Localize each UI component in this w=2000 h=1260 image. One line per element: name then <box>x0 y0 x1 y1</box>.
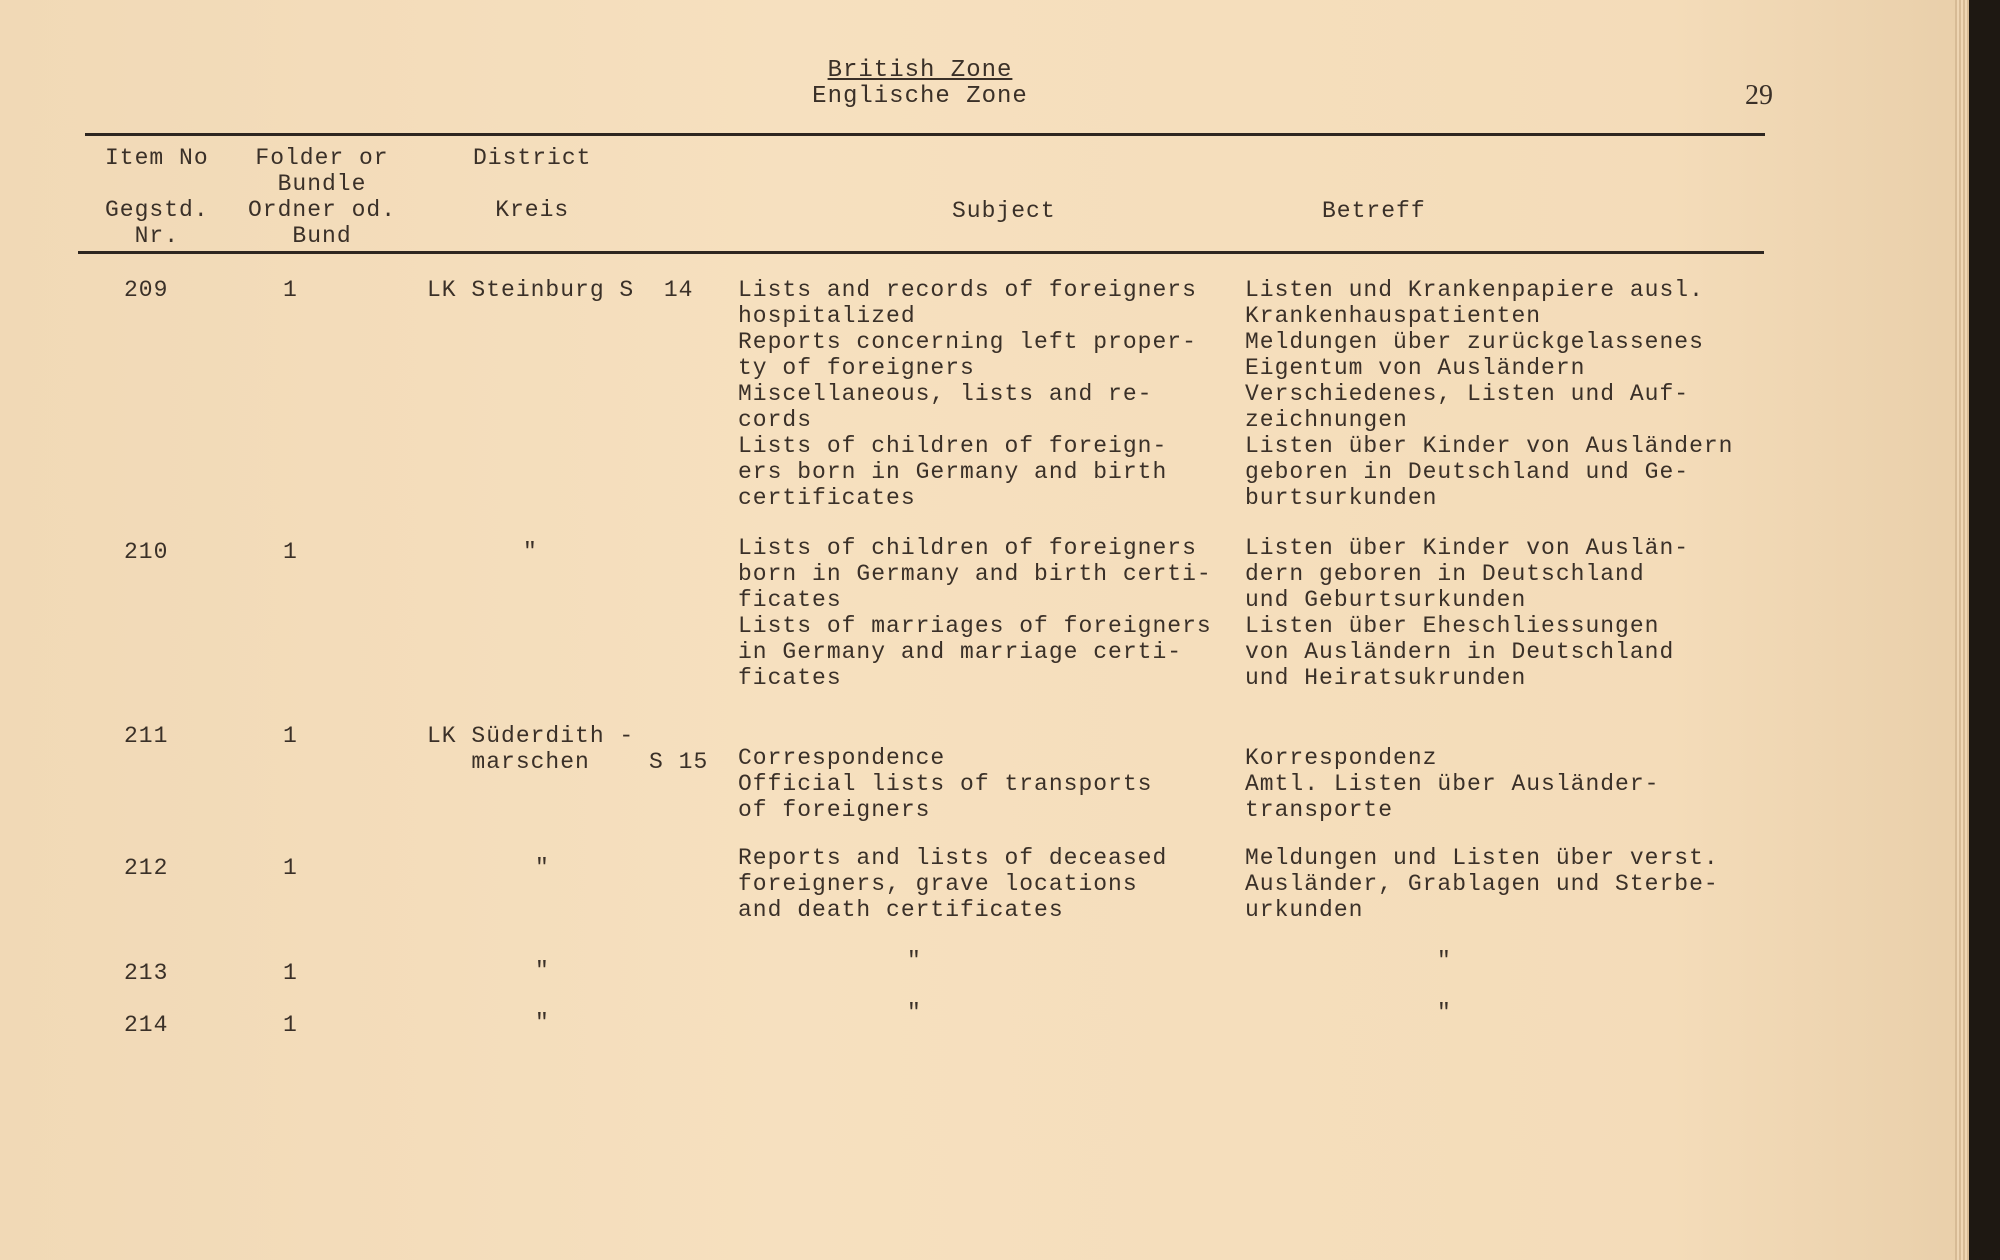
column-header-betreff: Betreff <box>1322 198 1426 224</box>
betreff-cell: Korrespondenz Amtl. Listen über Ausländer- transporte <box>1245 745 1660 823</box>
district-ditto: " <box>523 539 538 565</box>
folder-number: 1 <box>283 960 298 986</box>
folder-number: 1 <box>283 723 298 749</box>
subject-cell: Correspondence Official lists of transports of foreigners <box>738 745 1153 823</box>
item-number: 211 <box>124 723 169 749</box>
column-header-item: Item No Gegstd. Nr. <box>105 145 209 249</box>
header-top-rule <box>85 133 1765 136</box>
binding-shadow <box>1969 0 2000 1260</box>
subject-cell: Lists of children of foreigners born in Germany and birth certi- ficates Lists of marriages of foreigners in Germany and marriage certi- ficates <box>738 535 1212 691</box>
folder-number: 1 <box>283 277 298 303</box>
betreff-cell: Listen und Krankenpapiere ausl. Krankenhauspatienten Meldungen über zurückgelassenes Eigentum von Ausländern Verschiedenes, Listen und Auf- zeichnungen Listen über Kinder von Ausländern geboren in Deutschland und Ge- burtsurkunden <box>1245 277 1734 511</box>
column-header-district: District Kreis <box>473 145 592 223</box>
subject-ditto: " <box>907 1000 922 1026</box>
folder-number: 1 <box>283 1012 298 1038</box>
item-number: 214 <box>124 1012 169 1038</box>
subject-ditto: " <box>907 948 922 974</box>
page-stack-edge <box>1955 0 1969 1260</box>
district-cell: LK Süderdith - marschen S 15 <box>427 723 709 775</box>
folder-number: 1 <box>283 539 298 565</box>
item-number: 209 <box>124 277 169 303</box>
item-number: 213 <box>124 960 169 986</box>
column-header-folder: Folder or Bundle Ordner od. Bund <box>248 145 397 249</box>
item-number: 212 <box>124 855 169 881</box>
zone-title-german: Englische Zone <box>812 83 1028 110</box>
page-number: 29 <box>1745 80 1773 111</box>
district-ditto: " <box>535 855 550 881</box>
header-bottom-rule <box>78 251 1764 254</box>
folder-number: 1 <box>283 855 298 881</box>
district-cell: LK Steinburg S 14 <box>427 277 694 303</box>
district-ditto: " <box>535 1010 550 1036</box>
subject-cell: Lists and records of foreigners hospitalized Reports concerning left proper- ty of foreigners Miscellaneous, lists and re- cords Lists of children of foreign- ers born in Germany and birth certificates <box>738 277 1197 511</box>
item-number: 210 <box>124 539 169 565</box>
zone-title-english: British Zone <box>827 57 1013 84</box>
betreff-ditto: " <box>1437 1000 1452 1026</box>
district-ditto: " <box>535 958 550 984</box>
betreff-ditto: " <box>1437 948 1452 974</box>
betreff-cell: Listen über Kinder von Auslän- dern geboren in Deutschland und Geburtsurkunden Listen über Eheschliessungen von Ausländern in Deutschland und Heiratsukrunden <box>1245 535 1690 691</box>
betreff-cell: Meldungen und Listen über verst. Ausländer, Grablagen und Sterbe- urkunden <box>1245 845 1719 923</box>
column-header-subject: Subject <box>952 198 1056 224</box>
subject-cell: Reports and lists of deceased foreigners, grave locations and death certificates <box>738 845 1168 923</box>
